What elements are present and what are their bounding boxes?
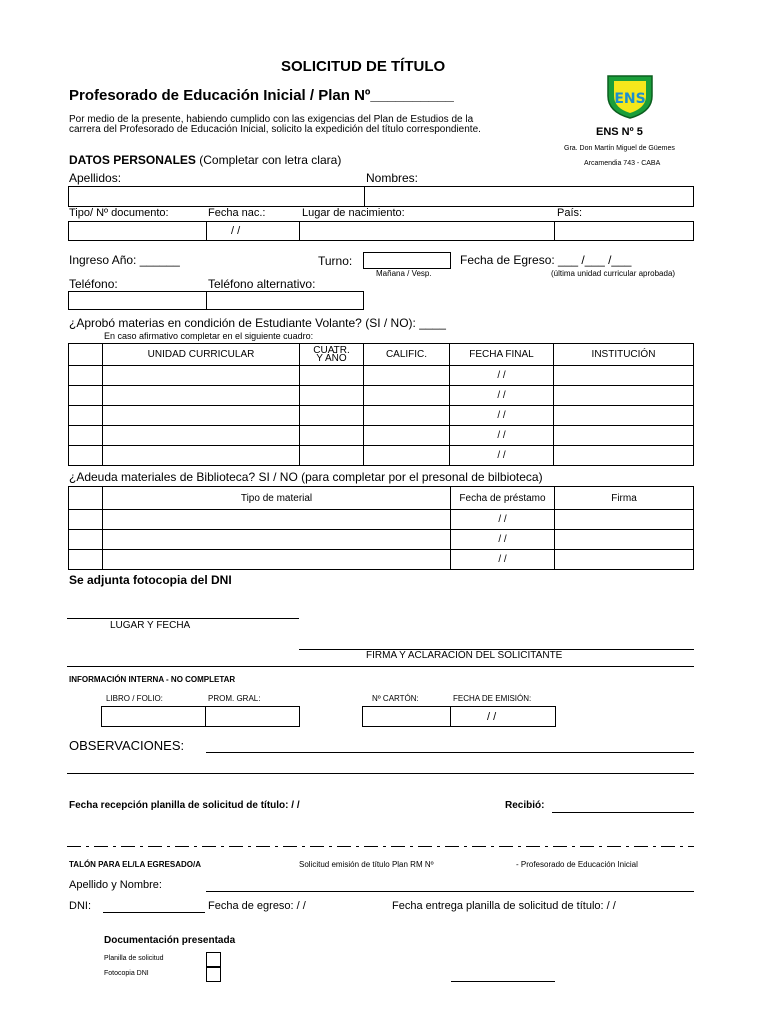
planilla-checkbox[interactable] [206,952,221,967]
volante-header-calific: CALIFIC. [364,344,450,366]
school-line-1: Gra. Don Martín Miguel de Güemes [564,145,675,152]
label-prom: PROM. GRAL: [208,694,261,703]
personal-section-note: (Completar con letra clara) [199,153,342,167]
date-cell[interactable]: / / [451,510,555,530]
label-telefono: Teléfono: [69,277,118,291]
school-line-2: Arcamendia 743 - CABA [584,160,661,167]
intro-line-2: carrera del Profesorado de Educación Inicial, solicito la expedición del título correspondiente. [69,124,481,135]
date-cell[interactable]: / / [451,530,555,550]
label-nombres: Nombres: [366,171,419,185]
field-divider [299,221,300,241]
emision-slashes: / / [487,711,497,723]
observaciones-line-1[interactable] [206,752,694,753]
field-divider [450,706,451,727]
date-cell[interactable]: / / [450,426,554,446]
field-divider [364,186,365,207]
lugar-fecha-line[interactable] [67,618,299,619]
firma-label: FIRMA Y ACLARACIÓN DEL SOLICITANTE [366,650,563,661]
biblioteca-question: ¿Adeuda materiales de Biblioteca? SI / NO (para completar por el presonal de bilbioteca) [69,470,543,484]
label-apellido-nombre: Apellido y Nombre: [69,879,162,891]
table-row[interactable] [69,426,694,446]
talon-profesorado: - Profesorado de Educación Inicial [516,860,638,869]
personal-section-heading: DATOS PERSONALES [69,153,196,167]
section-divider [67,666,694,667]
turno-field[interactable] [363,252,451,269]
libro-prom-field[interactable] [101,706,300,727]
school-name: ENS Nº 5 [596,126,643,138]
doc-item-fotocopia: Fotocopia DNI [104,970,149,977]
telefono-field[interactable] [68,291,364,310]
dni-line[interactable] [103,912,205,913]
table-row[interactable] [69,530,694,550]
school-shield-logo [604,72,656,120]
table-row[interactable] [69,510,694,530]
egreso-note: (última unidad curricular aprobada) [551,269,676,278]
label-lugar-nac: Lugar de nacimiento: [302,207,405,219]
field-divider [554,221,555,241]
table-row[interactable] [69,550,694,570]
table-row[interactable] [69,406,694,426]
document-row-field[interactable] [68,221,694,241]
talon-solicitud: Solicitud emisión de título Plan RM Nº [299,860,434,869]
volante-header-fecha: FECHA FINAL [450,344,554,366]
field-divider [205,706,206,727]
biblioteca-header-firma: Firma [555,487,694,510]
table-row[interactable] [69,386,694,406]
doc-item-planilla: Planilla de solicitud [104,955,164,962]
date-cell[interactable]: / / [451,550,555,570]
volante-header-num [69,344,103,366]
doc-title: Documentación presentada [104,935,236,946]
label-fecha-nac: Fecha nac.: [208,207,266,219]
date-cell[interactable]: / / [450,366,554,386]
date-cell[interactable]: / / [450,386,554,406]
label-egreso: Fecha de Egreso: ___ /___ /___ [460,253,632,267]
biblioteca-table [68,486,694,570]
form-subtitle: Profesorado de Educación Inicial / Plan Nº__________ [69,87,454,104]
volante-header-cuatr: CUATR. Y AÑO [300,344,364,366]
volante-header-institucion: INSTITUCIÓN [554,344,694,366]
label-telefono-alt: Teléfono alternativo: [208,277,316,291]
label-fecha-entrega: Fecha entrega planilla de solicitud de título: / / [392,900,616,912]
observaciones-line-2[interactable] [67,773,694,774]
lugar-fecha-label: LUGAR Y FECHA [110,620,191,631]
table-row[interactable] [69,446,694,466]
talon-title: TALÓN PARA EL/LA EGRESADO/A [69,860,201,869]
label-turno: Turno: [318,254,353,268]
field-divider [206,291,207,310]
biblioteca-header-tipo: Tipo de material [103,487,451,510]
label-ingreso: Ingreso Año: ______ [69,253,180,267]
date-cell[interactable]: / / [450,446,554,466]
apellidos-nombres-field[interactable] [68,186,694,207]
label-emision: FECHA DE EMISIÓN: [453,694,532,703]
table-row[interactable] [69,366,694,386]
label-libro: LIBRO / FOLIO: [106,694,163,703]
volante-question: ¿Aprobó materias en condición de Estudiante Volante? (SI / NO): ____ [69,316,446,330]
fotocopia-checkbox[interactable] [206,967,221,982]
label-fecha-egreso: Fecha de egreso: / / [208,900,306,912]
label-tipo-doc: Tipo/ Nº documento: [69,207,169,219]
svg-text:ENS: ENS [614,91,646,107]
volante-header-row [69,344,694,366]
dni-note: Se adjunta fotocopia del DNI [69,573,232,587]
biblioteca-header-row [69,487,694,510]
volante-header-unidad: UNIDAD CURRICULAR [103,344,300,366]
label-dni: DNI: [69,900,91,912]
internal-title: INFORMACIÓN INTERNA - NO COMPLETAR [69,675,236,684]
carton-emision-field[interactable] [362,706,556,727]
apellido-nombre-line[interactable] [206,891,694,892]
cut-line [67,835,694,838]
field-divider [206,221,207,241]
biblioteca-header-num [69,487,103,510]
personal-section-title [69,153,341,167]
volante-note: En caso afirmativo completar en el siguiente cuadro: [104,331,314,341]
label-recepcion: Fecha recepción planilla de solicitud de título: / / [69,800,300,811]
label-carton: Nº CARTÓN: [372,694,419,703]
label-observaciones: OBSERVACIONES: [69,738,185,753]
talon-signature-line[interactable] [451,981,555,982]
label-pais: País: [557,207,583,219]
form-title: SOLICITUD DE TÍTULO [281,58,446,75]
date-cell[interactable]: / / [450,406,554,426]
intro-line-1: Por medio de la presente, habiendo cumplido con las exigencias del Plan de Estudios de la [69,114,474,125]
volante-table [68,343,694,466]
fecha-nac-slashes: / / [231,225,241,237]
label-recibio: Recibió: [505,800,545,811]
label-apellidos: Apellidos: [69,171,122,185]
biblioteca-header-fecha: Fecha de préstamo [451,487,555,510]
recibio-line[interactable] [552,812,694,813]
turno-note: Mañana / Vesp. [376,269,432,278]
